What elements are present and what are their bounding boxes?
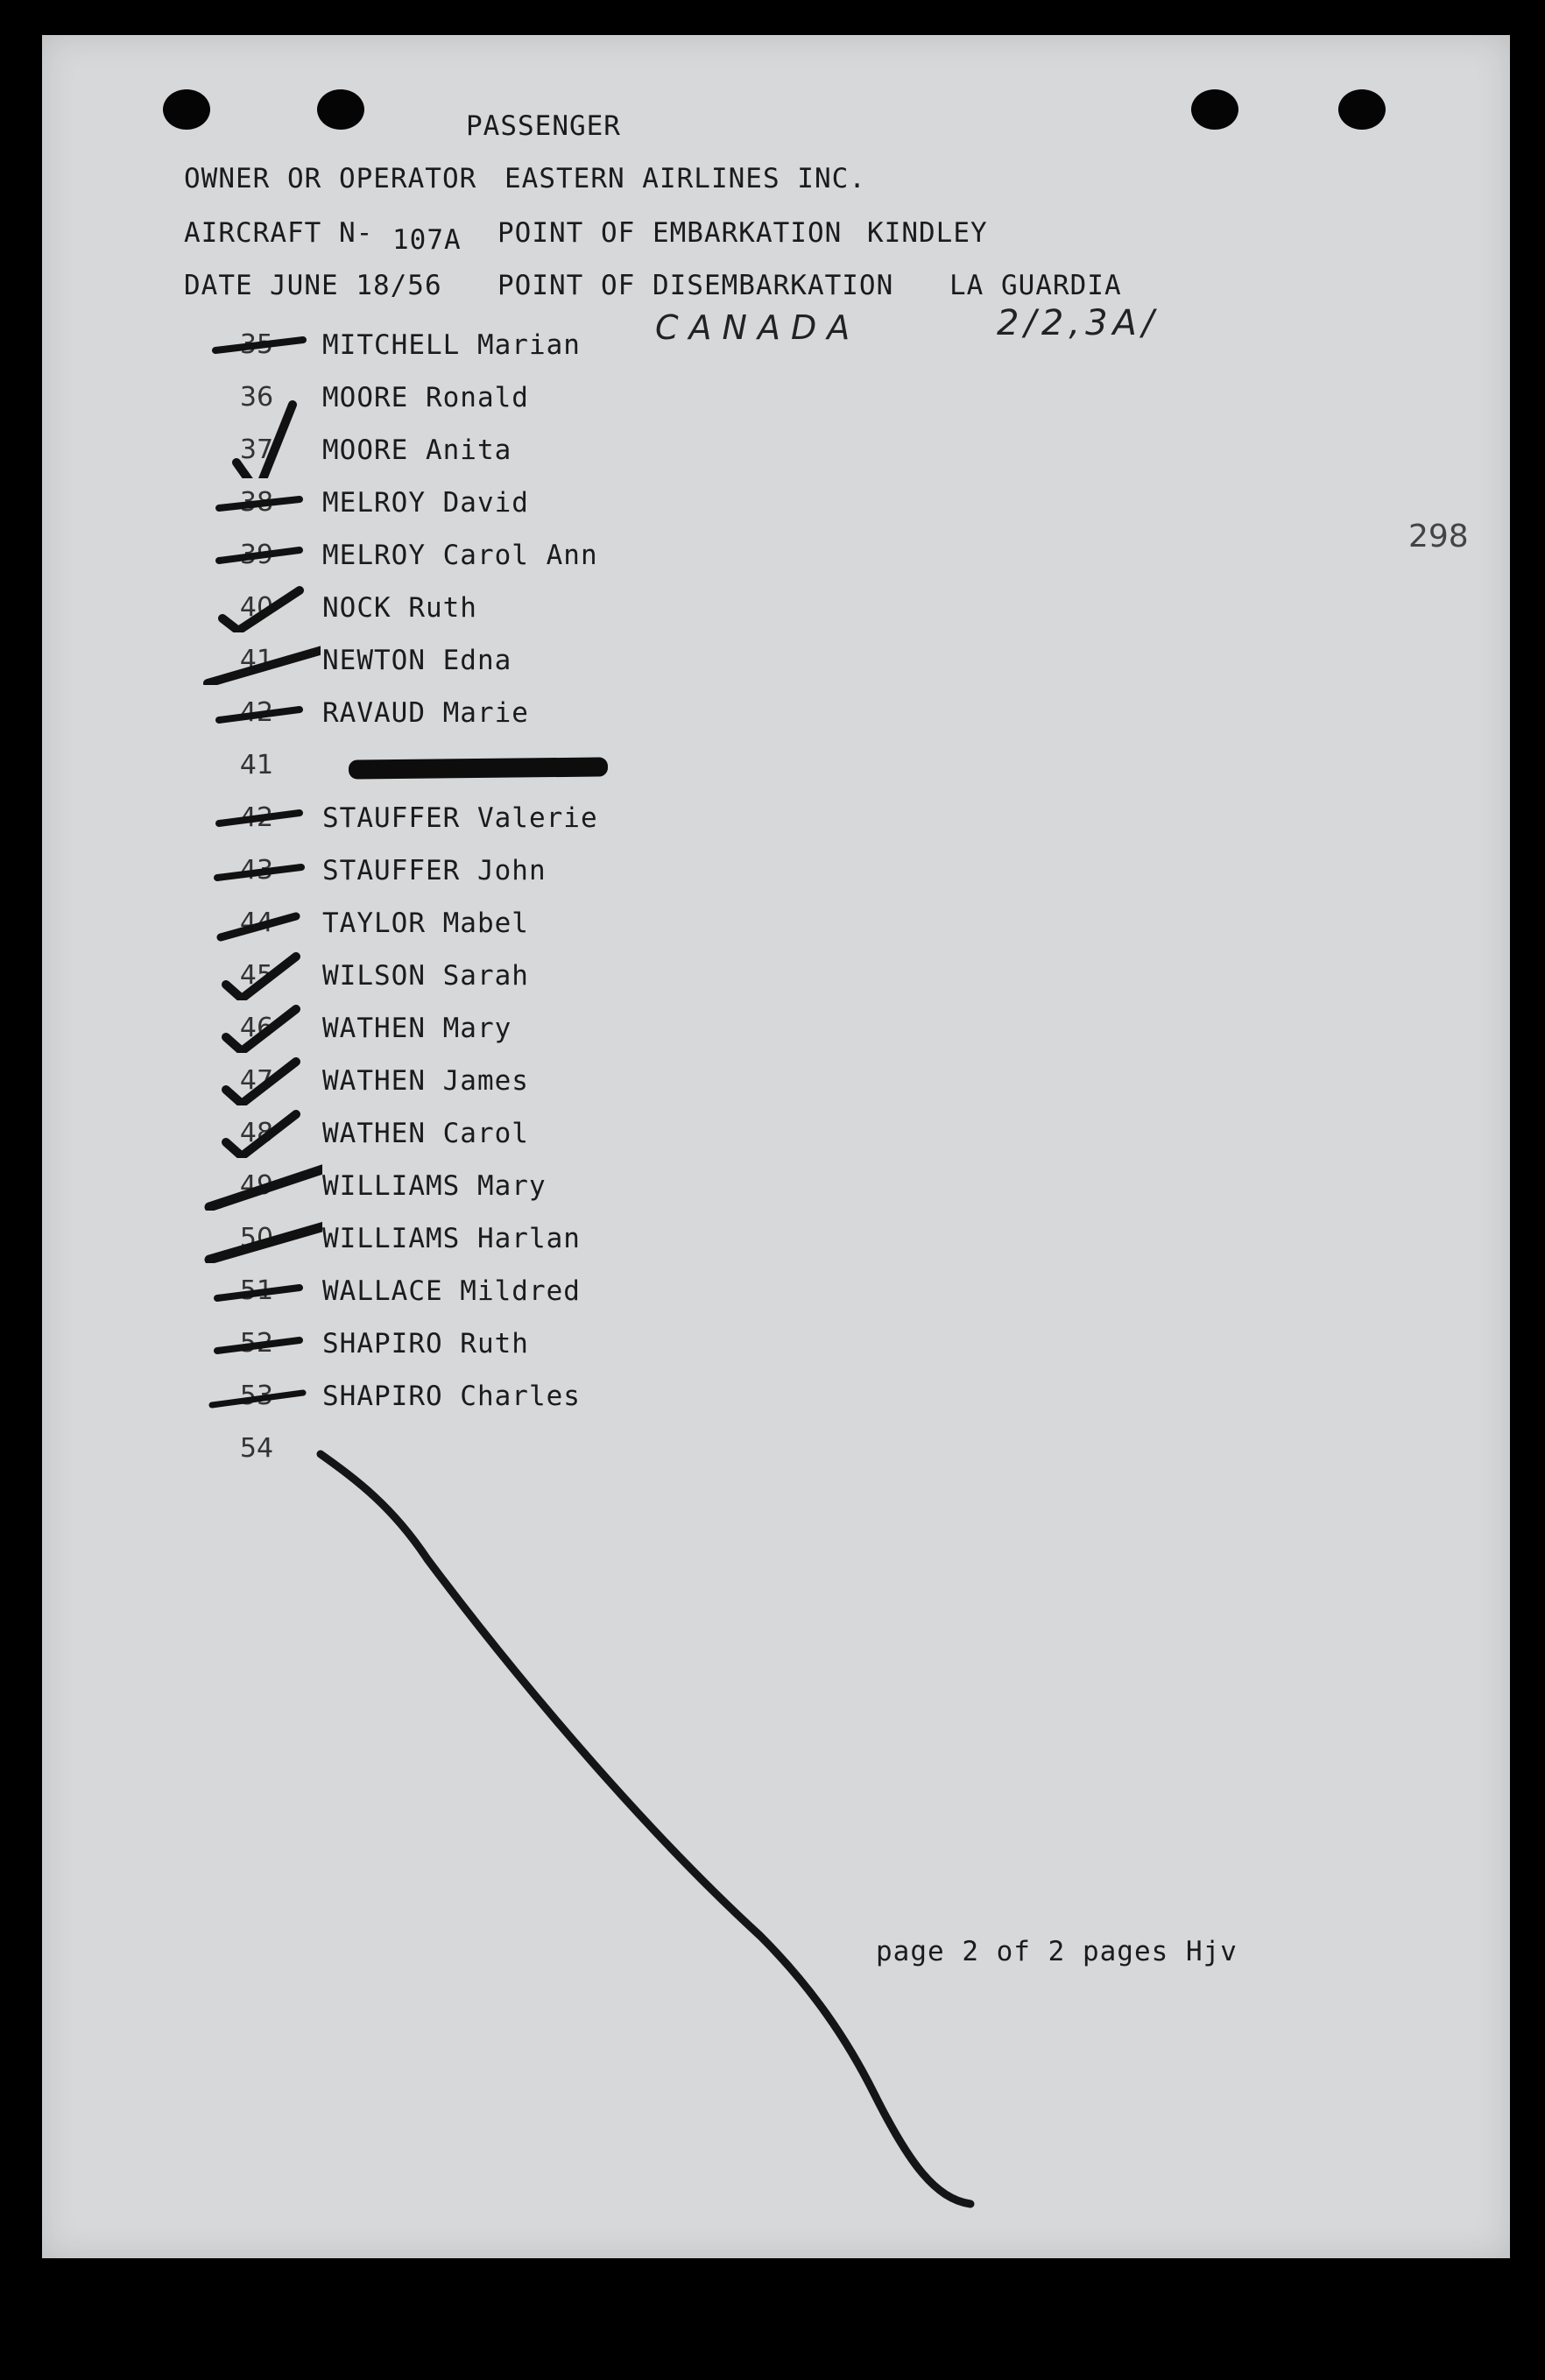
passenger-row <box>42 475 1510 527</box>
seat-number: 50 <box>239 1223 274 1254</box>
seat-number: 46 <box>239 1013 274 1043</box>
seat-number: 42 <box>239 697 274 728</box>
handwritten-code: 2/2,3A/ <box>997 303 1160 343</box>
passenger-name: MELROY David <box>322 487 529 519</box>
passenger-name: WILLIAMS Harlan <box>322 1223 581 1254</box>
embarkation-label: POINT OF EMBARKATION <box>497 217 843 249</box>
seat-number: 45 <box>239 960 274 991</box>
seat-number: 38 <box>239 487 274 518</box>
passenger-row <box>42 580 1510 632</box>
passenger-name: WILLIAMS Mary <box>322 1170 547 1202</box>
seat-number: 40 <box>239 592 274 623</box>
passenger-row <box>42 1053 1510 1105</box>
passenger-row <box>42 895 1510 948</box>
seat-number: 49 <box>239 1170 274 1201</box>
passenger-name: MOORE Anita <box>322 434 512 466</box>
passenger-name: WATHEN James <box>322 1065 529 1097</box>
handwritten-country: CANADA <box>655 308 861 347</box>
date-value: JUNE 18/56 <box>270 270 442 301</box>
passenger-name: STAUFFER John <box>322 855 547 886</box>
seat-number: 39 <box>239 540 274 570</box>
passenger-name: WILSON Sarah <box>322 960 529 992</box>
passenger-row <box>42 1263 1510 1316</box>
passenger-row <box>42 738 1510 790</box>
seat-number: 44 <box>239 908 274 938</box>
punch-hole-3 <box>1191 89 1238 130</box>
passenger-row <box>42 1105 1510 1158</box>
passenger-row <box>42 527 1510 580</box>
passenger-row <box>42 370 1510 422</box>
passenger-row <box>42 1421 1510 1473</box>
punch-hole-1 <box>163 89 210 130</box>
passenger-name: RAVAUD Marie <box>322 697 529 729</box>
passenger-row <box>42 948 1510 1000</box>
seat-number: 51 <box>239 1275 274 1306</box>
embarkation-value: KINDLEY <box>867 217 988 249</box>
seat-number: 54 <box>239 1433 274 1464</box>
owner-label: OWNER OR OPERATOR <box>184 163 477 194</box>
passenger-row <box>42 1211 1510 1263</box>
passenger-row <box>42 843 1510 895</box>
page-title: PASSENGER <box>466 110 621 142</box>
passenger-name: TAYLOR Mabel <box>322 908 529 939</box>
passenger-name: MITCHELL Marian <box>322 329 581 361</box>
passenger-name: SHAPIRO Charles <box>322 1381 581 1412</box>
passenger-row <box>42 1368 1510 1421</box>
page-stamp-number: 298 <box>1408 519 1469 554</box>
passenger-name: MOORE Ronald <box>322 382 529 413</box>
disembarkation-label: POINT OF DISEMBARKATION <box>497 270 894 301</box>
passenger-name: STAUFFER Valerie <box>322 802 598 834</box>
seat-number: 42 <box>239 802 274 833</box>
passenger-row <box>42 317 1510 370</box>
disembarkation-value: LA GUARDIA <box>949 270 1122 301</box>
passenger-name: WATHEN Carol <box>322 1118 529 1149</box>
seat-number: 53 <box>239 1381 274 1411</box>
passenger-row <box>42 1000 1510 1053</box>
passenger-row <box>42 632 1510 685</box>
passenger-name: NEWTON Edna <box>322 645 512 676</box>
redaction-bar <box>349 757 608 779</box>
seat-number: 47 <box>239 1065 274 1096</box>
aircraft-label: AIRCRAFT N- <box>184 217 374 249</box>
passenger-name: WALLACE Mildred <box>322 1275 581 1307</box>
passenger-row <box>42 685 1510 738</box>
passenger-row <box>42 422 1510 475</box>
manifest-page <box>42 35 1510 2258</box>
punch-hole-2 <box>317 89 364 130</box>
seat-number: 37 <box>239 434 274 465</box>
page-count-footer: page 2 of 2 pages Hjv <box>876 1936 1238 1967</box>
owner-value: EASTERN AIRLINES INC. <box>504 163 866 194</box>
seat-number: 41 <box>239 645 274 675</box>
aircraft-value: 107A <box>392 224 462 256</box>
seat-number: 52 <box>239 1328 274 1359</box>
seat-number: 35 <box>239 329 274 360</box>
seat-number: 36 <box>239 382 274 413</box>
passenger-row <box>42 1158 1510 1211</box>
date-label: DATE <box>184 270 253 301</box>
passenger-row <box>42 790 1510 843</box>
seat-number: 41 <box>239 750 274 780</box>
punch-hole-4 <box>1338 89 1386 130</box>
seat-number: 48 <box>239 1118 274 1148</box>
seat-number: 43 <box>239 855 274 886</box>
passenger-name: SHAPIRO Ruth <box>322 1328 529 1359</box>
passenger-name: WATHEN Mary <box>322 1013 512 1044</box>
passenger-name: NOCK Ruth <box>322 592 477 624</box>
passenger-row <box>42 1316 1510 1368</box>
passenger-name: MELROY Carol Ann <box>322 540 598 571</box>
